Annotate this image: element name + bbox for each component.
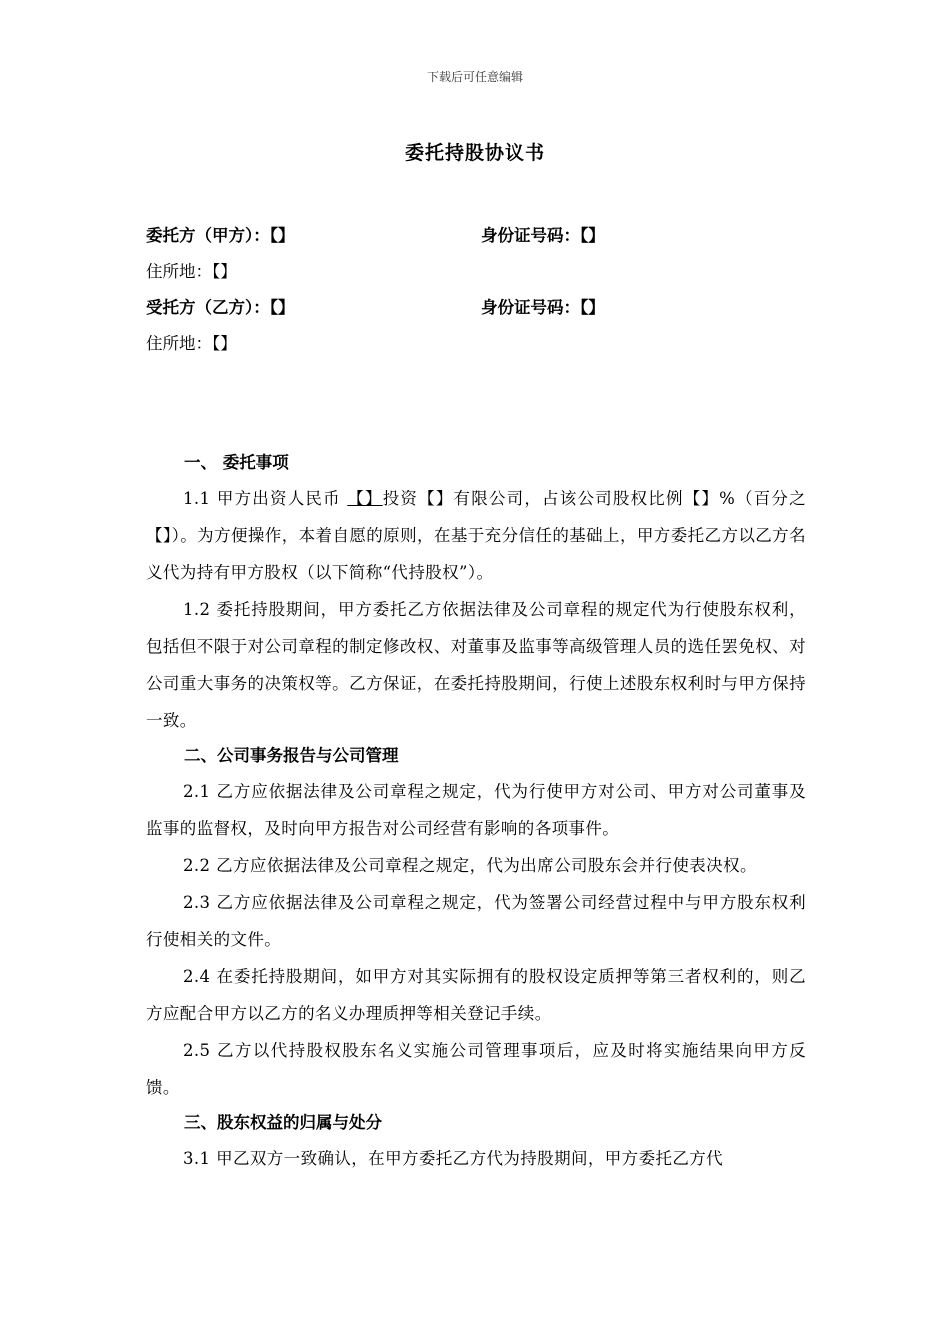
clause-2-5: 2.5 乙方以代持股权股东名义实施公司管理事项后，应及时将实施结果向甲方反馈。 [146,1041,806,1097]
party-a-row [146,222,806,258]
agreement-body [146,446,806,1177]
clause-1-2: 1.2 委托持股期间，甲方委托乙方依据法律及公司章程的规定代为行使股东权利，包括但不限于对公司章程的制定修改权、对董事及监事等高级管理人员的选任罢免权、对公司重大事务的决策权等。乙方保证，在委托持股期间，行使上述股东权利时与甲方保持一致。 [146,600,806,730]
clause-1-1-pre: 1.1 甲方出资人民币 [183,489,348,508]
clause-2-1: 2.1 乙方应依据法律及公司章程之规定，代为行使甲方对公司、甲方对公司董事及监事的监督权，及时向甲方报告对公司经营有影响的各项事件。 [146,782,806,838]
party-a-id: 身份证号码：【】 [481,226,605,245]
clause-2-2: 2.2 乙方应依据法律及公司章程之规定，代为出席公司股东会并行使表决权。 [183,856,757,875]
clause-3-1: 3.1 甲乙双方一致确认，在甲方委托乙方代为持股期间，甲方委托乙方代 [183,1149,724,1168]
section-2-title: 二、公司事务报告与公司管理 [184,746,399,765]
section-1-title: 一、 委托事项 [184,453,289,472]
party-b-label: 受托方（乙方）：【】 [146,298,295,317]
section-3-title: 三、股东权益的归属与处分 [184,1113,382,1132]
party-b-address: 住所地：【】 [146,334,237,353]
clause-1-1 [146,480,806,591]
clause-2-4: 2.4 在委托持股期间，如甲方对其实际拥有的股权设定质押等第三者权利的，则乙方应配合甲方以乙方的名义办理质押等相关登记手续。 [146,967,806,1023]
clause-1-1-blank: 【】 [347,489,383,508]
clause-2-3: 2.3 乙方应依据法律及公司章程之规定，代为签署公司经营过程中与甲方股东权利行使相关的文件。 [146,893,806,949]
clause-1-1-post: 投资【】有限公司，占该公司股权比例【】%（百分之【】）。为方便操作，本着自愿的原则，在基于充分信任的基础上，甲方委托乙方以乙方名义代为持有甲方股权（以下简称“代持股权”）。 [146,489,806,582]
party-b-address-row [146,330,806,366]
party-a-address: 住所地：【】 [146,262,237,281]
party-a-address-row [146,258,806,294]
party-a-label: 委托方（甲方）：【】 [146,226,295,245]
document-title: 委托持股协议书 [404,142,545,164]
party-b-id: 身份证号码：【】 [481,298,605,317]
header-note: 下载后可任意编辑 [426,70,523,84]
party-b-row [146,294,806,330]
party-info [146,222,806,366]
